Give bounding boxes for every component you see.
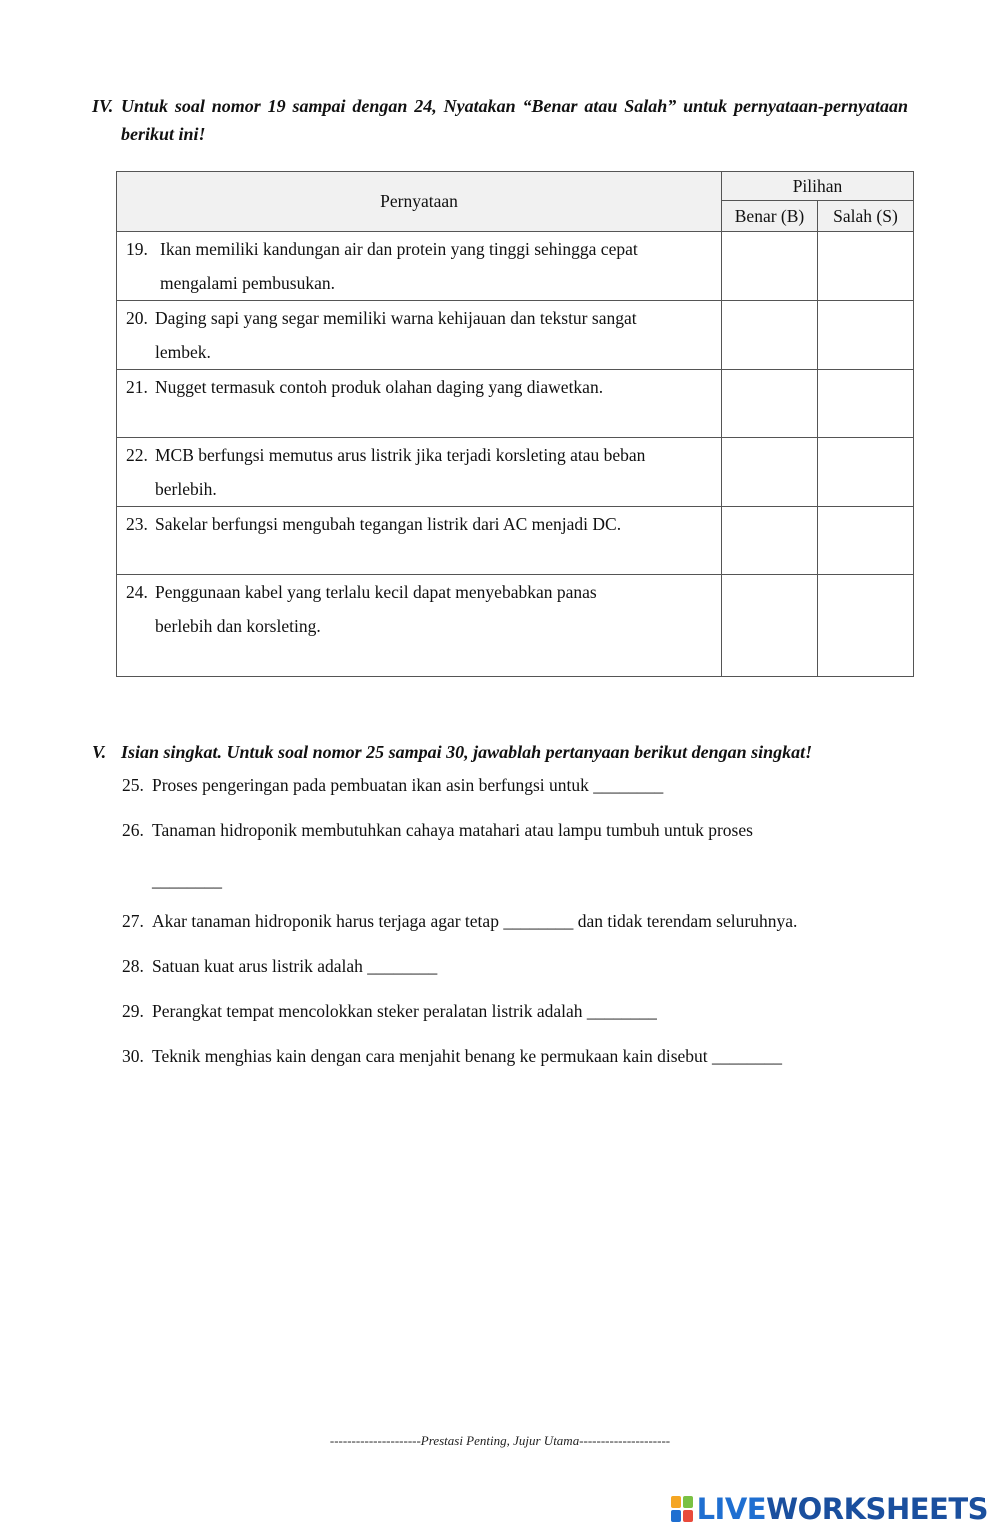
section-4-heading [92,92,908,148]
statement-continuation: mengalami pembusukan. [160,273,335,293]
liveworksheets-logo[interactable] [671,1492,988,1526]
liveworksheets-icon [671,1496,693,1522]
question-number: 26. [122,820,144,840]
statement-cell [117,232,722,301]
table-row [117,575,914,677]
header-true: Benar (B) [722,201,818,232]
statement-continuation: berlebih dan korsleting. [155,616,321,636]
table-row [117,370,914,438]
header-choice: Pilihan [722,172,914,201]
answer-true-cell[interactable] [722,370,818,438]
answer-true-cell[interactable] [722,232,818,301]
footer-motto: ---------------------Prestasi Penting, Jujur Utama--------------------- [329,1433,671,1448]
answer-false-cell[interactable] [818,370,914,438]
statement-text: MCB berfungsi memutus arus listrik jika terjadi korsleting atau beban [155,445,646,465]
statement-text: Daging sapi yang segar memiliki warna kehijauan dan tekstur sangat [155,308,637,328]
section-instruction: Isian singkat. Untuk soal nomor 25 sampai 30, jawablah pertanyaan berikut dengan singkat! [121,742,813,762]
statement-number: 23. [126,514,148,534]
statement-cell [117,438,722,507]
statement-cell [117,301,722,370]
statement-text: Nugget termasuk contoh produk olahan daging yang diawetkan. [155,377,604,397]
list-item [122,906,797,936]
question-text: Tanaman hidroponik membutuhkan cahaya matahari atau lampu tumbuh untuk proses [152,820,753,840]
statement-text: Ikan memiliki kandungan air dan protein yang tinggi sehingga cepat [160,239,638,259]
section-number: V. [92,742,107,762]
statement-cell [117,507,722,575]
statement-continuation: lembek. [155,342,211,362]
answer-blank[interactable]: ________ [152,870,222,890]
section-instruction: Untuk soal nomor 19 sampai dengan 24, Nyatakan “Benar atau Salah” untuk pernyataan-pernyataan berikut ini! [121,96,908,144]
true-false-table [116,171,914,677]
table-row [117,507,914,575]
table-row [117,232,914,301]
question-text: Akar tanaman hidroponik harus terjaga agar tetap ________ dan tidak terendam seluruhnya. [152,911,798,931]
answer-true-cell[interactable] [722,507,818,575]
section-number: IV. [92,96,114,116]
statement-cell [117,370,722,438]
section-5-heading [92,738,932,766]
answer-true-cell[interactable] [722,438,818,507]
header-statement: Pernyataan [117,172,722,232]
statement-number: 24. [126,582,148,602]
statement-number: 20. [126,308,148,328]
logo-text: LIVEWORKSHEETS [696,1492,988,1526]
question-text: Satuan kuat arus listrik adalah ________ [152,956,438,976]
answer-false-cell[interactable] [818,301,914,370]
answer-true-cell[interactable] [722,575,818,677]
table-row [117,301,914,370]
question-text: Teknik menghias kain dengan cara menjahit benang ke permukaan kain disebut ________ [152,1046,783,1066]
question-number: 27. [122,911,144,931]
statement-text: Sakelar berfungsi mengubah tegangan listrik dari AC menjadi DC. [155,514,622,534]
question-text: Perangkat tempat mencolokkan steker peralatan listrik adalah ________ [152,1001,657,1021]
list-item [122,951,437,981]
statement-number: 19. [126,239,148,259]
statement-cell [117,575,722,677]
answer-false-cell[interactable] [818,575,914,677]
table-row [117,438,914,507]
question-number: 28. [122,956,144,976]
list-item [122,1041,782,1071]
question-number: 25. [122,775,144,795]
question-text: Proses pengeringan pada pembuatan ikan asin berfungsi untuk ________ [152,775,664,795]
answer-false-cell[interactable] [818,232,914,301]
statement-number: 21. [126,377,148,397]
statement-number: 22. [126,445,148,465]
answer-false-cell[interactable] [818,507,914,575]
answer-false-cell[interactable] [818,438,914,507]
list-item [122,815,753,845]
list-item [122,996,657,1026]
statement-continuation: berlebih. [155,479,217,499]
question-number: 29. [122,1001,144,1021]
question-number: 30. [122,1046,144,1066]
list-item [122,770,663,800]
header-false: Salah (S) [818,201,914,232]
answer-true-cell[interactable] [722,301,818,370]
statement-text: Penggunaan kabel yang terlalu kecil dapat menyebabkan panas [155,582,597,602]
